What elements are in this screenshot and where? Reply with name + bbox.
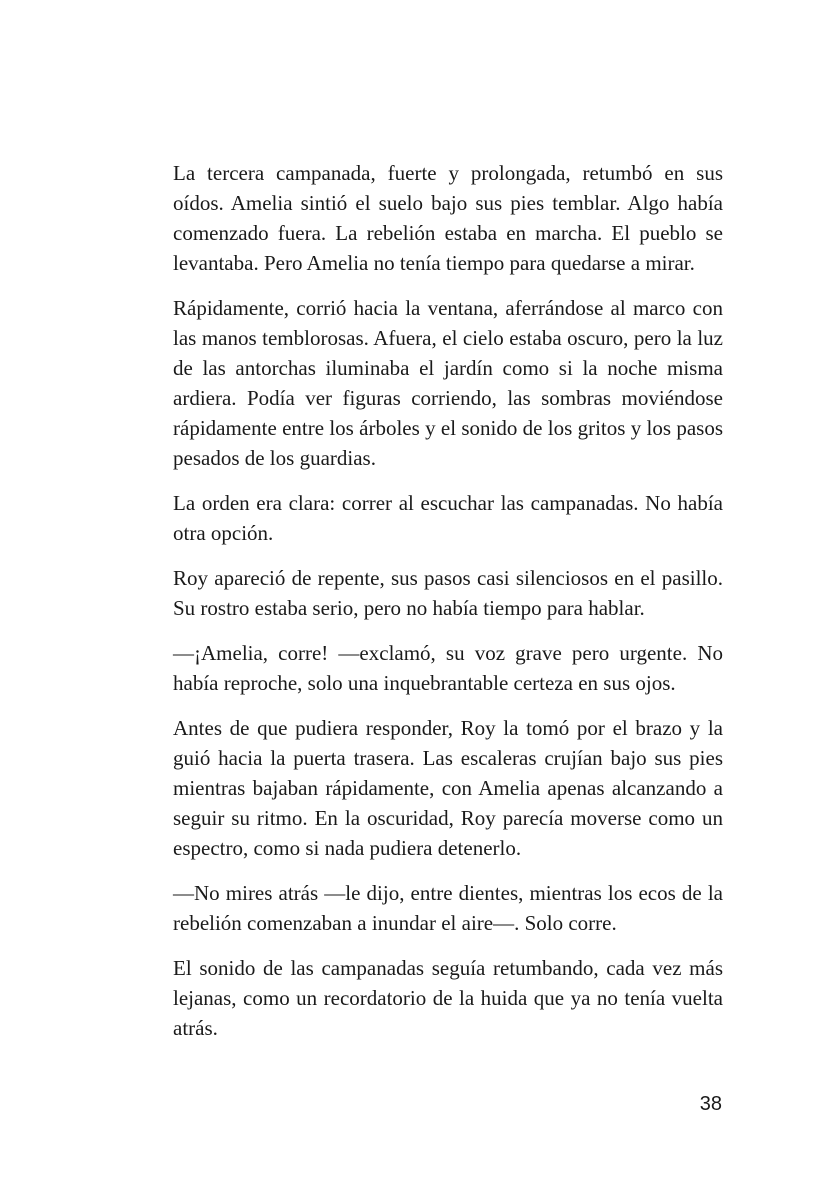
paragraph-4: Roy apareció de repente, sus pasos casi silenciosos en el pasillo. Su rostro estaba serio, pero no había tiempo para hablar. <box>173 566 723 620</box>
paragraph-8: El sonido de las campanadas seguía retumbando, cada vez más lejanas, como un recordatorio de la huida que ya no tenía vuelta atrás. <box>173 956 723 1040</box>
paragraph-7: —No mires atrás —le dijo, entre dientes, mientras los ecos de la rebelión comenzaban a inundar el aire—. Solo corre. <box>173 881 723 935</box>
paragraph-3: La orden era clara: correr al escuchar las campanadas. No había otra opción. <box>173 491 723 545</box>
page-number: 38 <box>699 1093 722 1115</box>
paragraph-5: —¡Amelia, corre! —exclamó, su voz grave pero urgente. No había reproche, solo una inquebrantable certeza en sus ojos. <box>173 641 723 695</box>
paragraph-2: Rápidamente, corrió hacia la ventana, aferrándose al marco con las manos temblorosas. Afuera, el cielo estaba oscuro, pero la luz de las antorchas iluminaba el jardín como si la noche misma ardiera. Podía ver figuras corriendo, las sombras moviéndose rápidamente entre los árboles y el sonido de los gritos y los pasos pesados de los guardias. <box>173 296 723 470</box>
paragraph-6: Antes de que pudiera responder, Roy la tomó por el brazo y la guió hacia la puerta trasera. Las escaleras crujían bajo sus pies mientras bajaban rápidamente, con Amelia apenas alcanzando a seguir su ritmo. En la oscuridad, Roy parecía moverse como un espectro, como si nada pudiera detenerlo. <box>173 716 723 860</box>
paragraph-1: La tercera campanada, fuerte y prolongada, retumbó en sus oídos. Amelia sintió el suelo bajo sus pies temblar. Algo había comenzado fuera. La rebelión estaba en marcha. El pueblo se levantaba. Pero Amelia no tenía tiempo para quedarse a mirar. <box>173 161 723 275</box>
body-text <box>173 158 723 1058</box>
